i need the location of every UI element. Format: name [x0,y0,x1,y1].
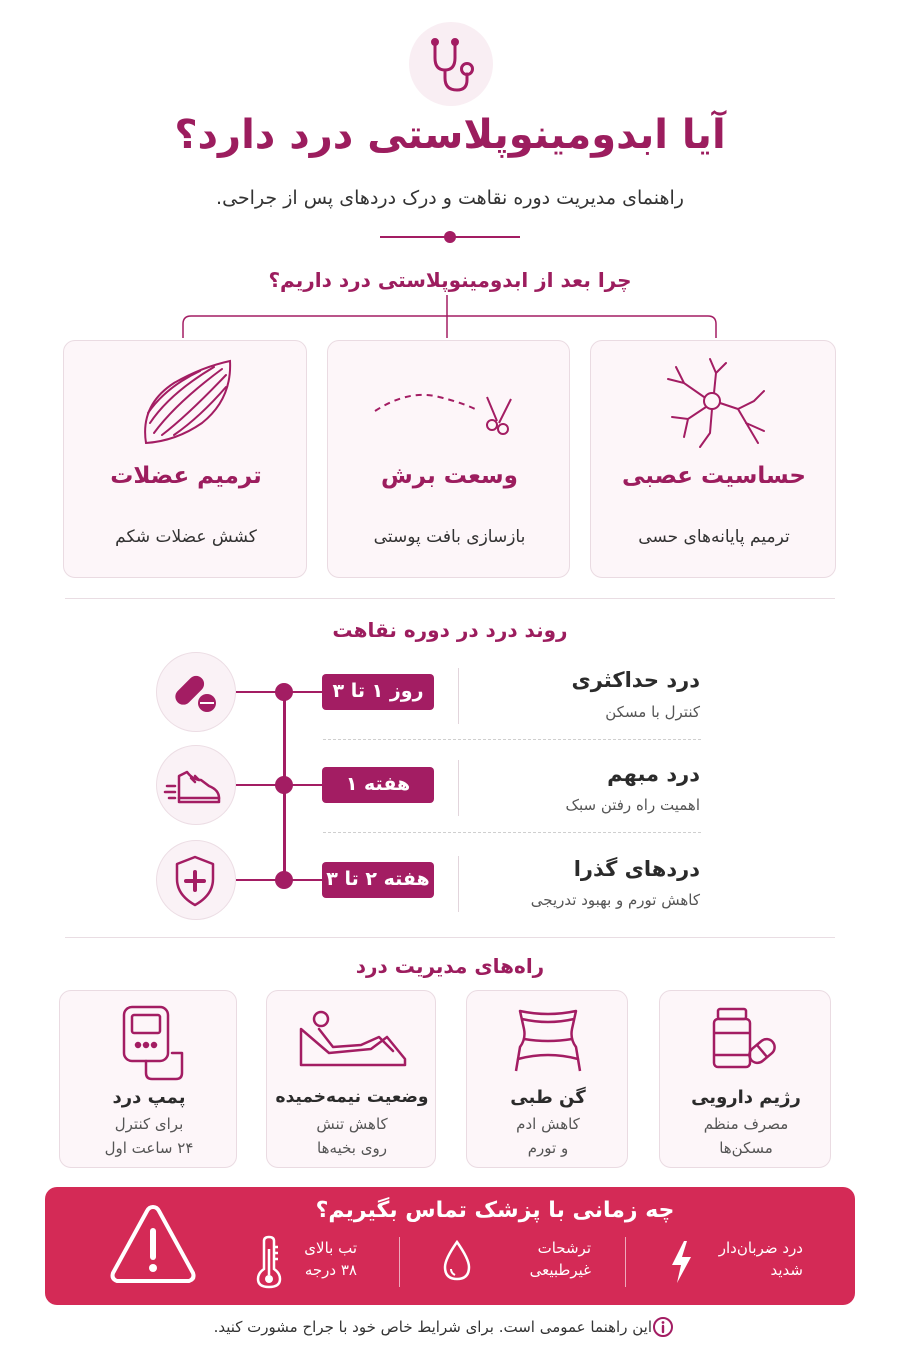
lightning-icon [668,1239,694,1285]
timeline-item-desc: کاهش تورم و بهبود تدریجی [530,891,700,909]
medicine-bottle-icon [706,1003,786,1073]
sneaker-icon [155,746,235,826]
management-card-line1: کاهش تنش [316,1115,388,1133]
management-card-line2: ۲۴ ساعت اول [104,1139,194,1157]
timeline-separator [458,760,459,816]
management-card-title: رژیم دارویی [691,1087,801,1108]
management-heading: راه‌های مدیریت درد [355,954,545,978]
timeline-badge: روز ۱ تا ۳ [322,674,434,710]
timeline-item-title: درد حداکثری [571,668,700,692]
timeline-heading: روند درد در دوره نقاهت [332,618,568,642]
warning-panel [45,1187,855,1305]
timeline-badge: هفته ۱ [322,767,434,803]
management-card-position [266,990,436,1168]
why-card-muscle [63,340,307,578]
management-card-line1: برای کنترل [114,1115,184,1133]
management-card-medication [659,990,831,1168]
warning-item-line2: غیرطبیعی [529,1261,591,1279]
page-title: آیا ابدومینوپلاستی درد دارد؟ [174,112,726,158]
timeline-row-divider [323,739,701,740]
warning-item-line1: درد ضربان‌دار [718,1239,803,1257]
muscle-icon [136,353,236,453]
management-card-title: وضعیت نیمه‌خمیده [275,1087,429,1107]
neuron-icon [654,353,774,453]
timeline-badge: هفته ۲ تا ۳ [322,862,434,898]
warning-separator [399,1237,400,1287]
management-card-title: پمپ درد [112,1087,186,1108]
section-divider [65,598,835,599]
why-card-title: ترمیم عضلات [110,463,262,489]
timeline-row-divider [323,832,701,833]
why-card-desc: ترمیم پایانه‌های حسی [638,527,790,547]
timeline-separator [458,668,459,724]
timeline-dot [275,871,293,889]
timeline-item-desc: کنترل با مسکن [605,703,700,721]
why-card-nerve [590,340,836,578]
management-card-line1: مصرف منظم [703,1115,789,1133]
management-card-title: گن طبی [510,1087,586,1108]
why-card-desc: کشش عضلات شکم [115,527,257,547]
shield-plus-icon [155,841,235,921]
why-card-desc: بازسازی بافت پوستی [373,527,526,547]
why-heading: چرا بعد از ابدومینوپلاستی درد داریم؟ [268,268,632,292]
reclining-person-icon [295,1007,409,1071]
pill-icon [155,653,235,733]
page-subtitle: راهنمای مدیریت دوره نقاهت و درک دردهای پس از جراحی. [216,187,684,209]
pain-pump-icon [116,1003,186,1083]
drop-icon [439,1239,475,1283]
warning-heading: چه زمانی با پزشک تماس بگیریم؟ [315,1198,675,1223]
why-card-title: حساسیت عصبی [621,463,806,489]
warning-item-line2: ۳۸ درجه [304,1261,357,1279]
warning-separator [625,1237,626,1287]
management-card-pump [59,990,237,1168]
warning-item-line2: شدید [770,1261,803,1279]
management-card-line2: مسکن‌ها [719,1139,773,1157]
warning-item-line1: تب بالای [304,1239,357,1257]
timeline-dot [275,776,293,794]
management-card-garment [466,990,628,1168]
scissors-incision-icon [369,381,519,451]
management-card-line1: کاهش ادم [516,1115,580,1133]
timeline-item-title: دردهای گذرا [573,857,700,881]
management-card-line2: و تورم [527,1139,569,1157]
timeline-separator [458,856,459,912]
timeline-icon-circle [156,652,236,732]
timeline-item-desc: اهمیت راه رفتن سبک [565,796,700,814]
timeline-item-title: درد مبهم [607,762,700,786]
timeline-dot [275,683,293,701]
why-card-title: وسعت برش [381,463,518,489]
timeline-icon-circle [156,840,236,920]
why-connector [0,0,900,345]
warning-triangle-icon [107,1201,199,1287]
compression-garment-icon [508,1001,588,1081]
timeline-icon-circle [156,745,236,825]
management-card-line2: روی بخیه‌ها [317,1139,387,1157]
info-icon [652,1316,674,1338]
warning-item-line1: ترشحات [537,1239,591,1257]
section-divider [65,937,835,938]
why-card-incision [327,340,570,578]
footer-note: این راهنما عمومی است. برای شرایط خاص خود با جراح مشورت کنید. [213,1318,652,1336]
